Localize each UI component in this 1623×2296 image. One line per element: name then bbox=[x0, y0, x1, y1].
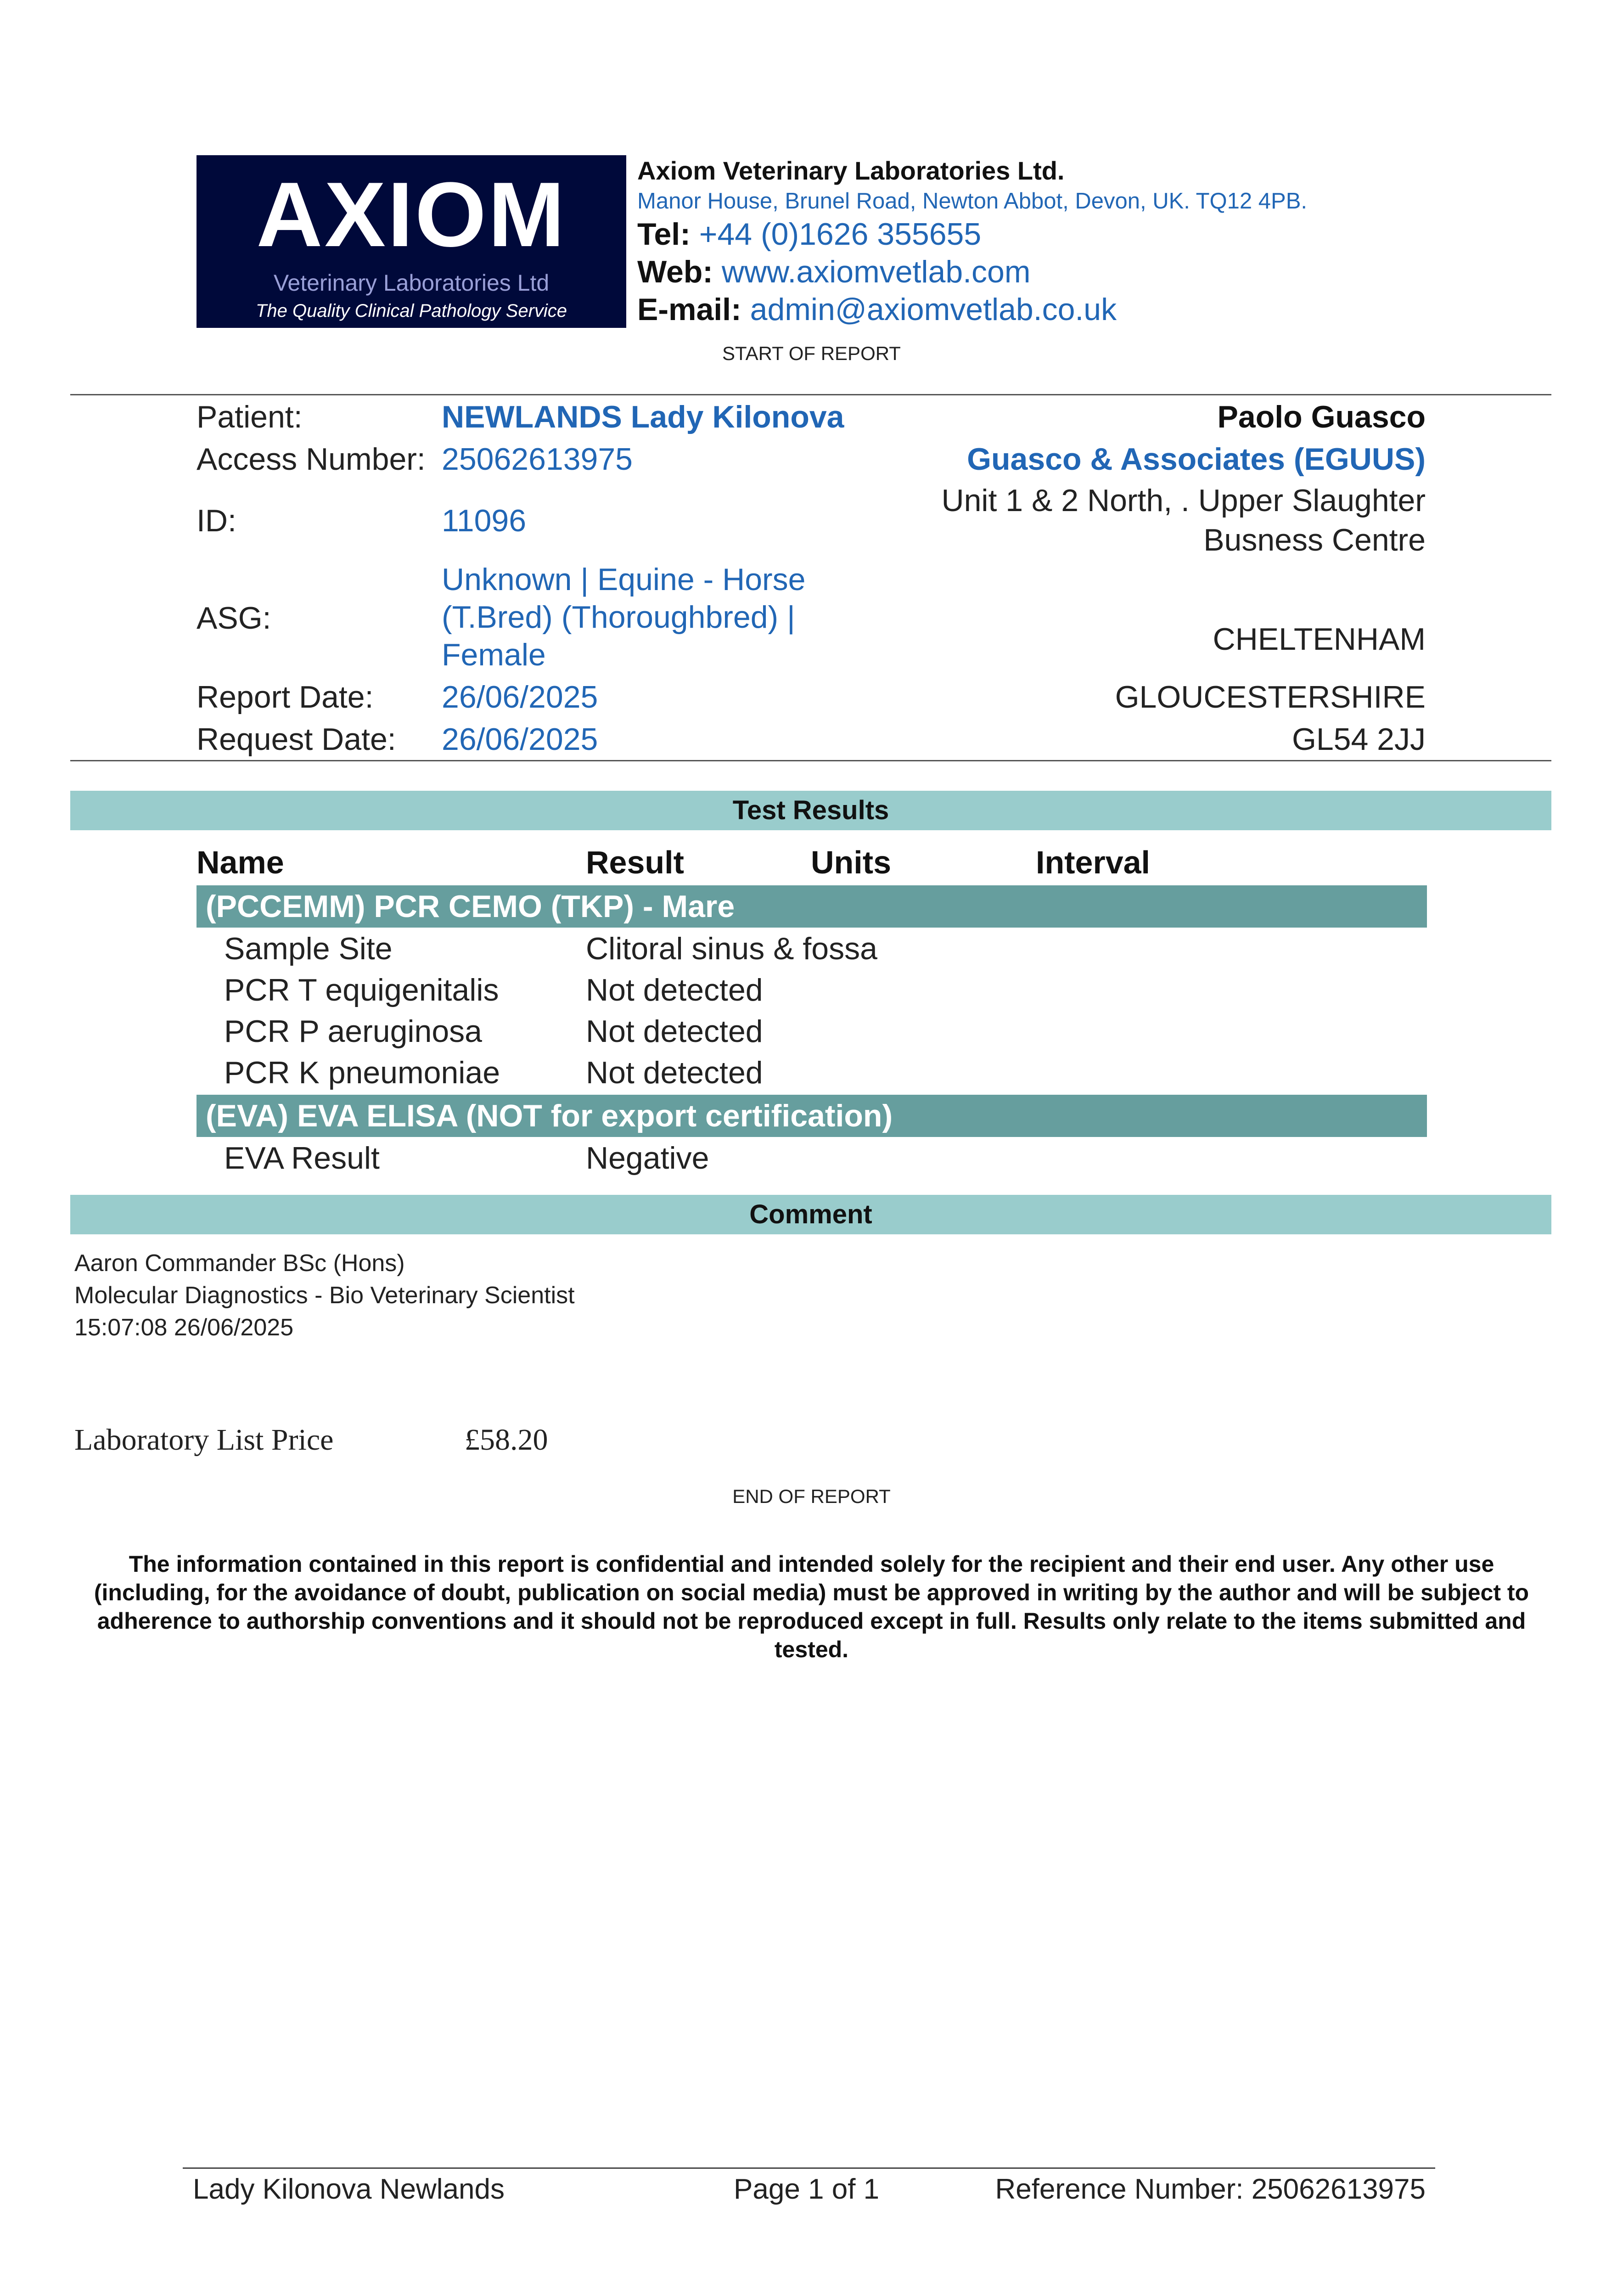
test-row-result: Not detected bbox=[586, 1055, 763, 1090]
test-group-eva-elisa: (EVA) EVA ELISA (NOT for export certification) bbox=[197, 1095, 1427, 1137]
web-link[interactable]: www.axiomvetlab.com bbox=[721, 254, 1031, 289]
divider-top bbox=[70, 394, 1551, 395]
start-of-report: START OF REPORT bbox=[722, 343, 901, 364]
end-of-report: END OF REPORT bbox=[732, 1486, 891, 1507]
report-date-label: Report Date: bbox=[197, 680, 374, 715]
lab-logo bbox=[197, 155, 626, 328]
tel-value[interactable]: +44 (0)1626 355655 bbox=[699, 217, 982, 252]
test-row-result: Not detected bbox=[586, 973, 763, 1007]
vet-name: Paolo Guasco bbox=[1217, 400, 1426, 434]
request-date-label: Request Date: bbox=[197, 722, 396, 757]
access-number-label: Access Number: bbox=[197, 442, 426, 477]
id-value: 11096 bbox=[442, 503, 527, 538]
divider-patient-bottom bbox=[70, 760, 1551, 761]
practice-address-line-2: Busness Centre bbox=[1203, 523, 1426, 557]
test-results-header: Test Results bbox=[70, 791, 1551, 830]
column-units: Units bbox=[811, 844, 891, 880]
test-row-name: Sample Site bbox=[224, 931, 393, 966]
lab-name: Axiom Veterinary Laboratories Ltd. bbox=[637, 156, 1065, 185]
report-date-value: 26/06/2025 bbox=[442, 680, 598, 715]
test-row-result: Clitoral sinus & fossa bbox=[586, 931, 877, 966]
comment-signatory: Aaron Commander BSc (Hons) bbox=[74, 1250, 405, 1277]
asg-line-3: Female bbox=[442, 637, 546, 672]
confidentiality-disclaimer: The information contained in this report is confidential and intended solely for the recipient and their end user. Any other use (including, for the avoidance of doubt, publication on social media) must be approved in writing by the author and will be subject to adherence to authorship conventions and it should not be reproduced except in full. Results only relate to the items submitted and tested. bbox=[94, 1551, 1529, 1662]
test-row-name: PCR P aeruginosa bbox=[224, 1014, 482, 1049]
lab-telephone bbox=[637, 216, 981, 253]
access-number-value: 25062613975 bbox=[442, 442, 633, 477]
asg-label: ASG: bbox=[197, 601, 271, 636]
price-value: £58.20 bbox=[465, 1423, 548, 1457]
web-label: Web: bbox=[637, 254, 713, 289]
test-row-name: PCR T equigenitalis bbox=[224, 973, 499, 1007]
price-label: Laboratory List Price bbox=[74, 1423, 334, 1457]
email-label: E-mail: bbox=[637, 292, 741, 327]
test-group-pcr-cemo: (PCCEMM) PCR CEMO (TKP) - Mare bbox=[197, 885, 1427, 928]
tel-label: Tel: bbox=[637, 217, 691, 252]
footer-page-number: Page 1 of 1 bbox=[734, 2173, 880, 2205]
practice-name: Guasco & Associates (EGUUS) bbox=[967, 442, 1426, 477]
practice-town: CHELTENHAM bbox=[1213, 622, 1426, 657]
comment-role: Molecular Diagnostics - Bio Veterinary Scientist bbox=[74, 1282, 575, 1309]
comment-timestamp: 15:07:08 26/06/2025 bbox=[74, 1314, 294, 1341]
logo-tagline: The Quality Clinical Pathology Service bbox=[255, 301, 567, 321]
footer-divider bbox=[183, 2167, 1435, 2169]
logo-wordmark: AXIOM bbox=[256, 163, 567, 266]
test-row-result: Not detected bbox=[586, 1014, 763, 1049]
practice-address-line-1: Unit 1 & 2 North, . Upper Slaughter bbox=[941, 483, 1426, 518]
request-date-value: 26/06/2025 bbox=[442, 722, 598, 757]
footer-reference-number: Reference Number: 25062613975 bbox=[995, 2173, 1426, 2205]
lab-website bbox=[637, 253, 1031, 290]
comment-header: Comment bbox=[70, 1195, 1551, 1234]
lab-address: Manor House, Brunel Road, Newton Abbot, Devon, UK. TQ12 4PB. bbox=[637, 189, 1307, 214]
email-link[interactable]: admin@axiomvetlab.co.uk bbox=[750, 292, 1117, 327]
test-row-result: Negative bbox=[586, 1141, 709, 1176]
column-interval: Interval bbox=[1036, 844, 1150, 880]
lab-email bbox=[637, 291, 1117, 328]
id-label: ID: bbox=[197, 503, 236, 538]
practice-county: GLOUCESTERSHIRE bbox=[1115, 680, 1426, 715]
patient-label: Patient: bbox=[197, 400, 303, 434]
asg-line-2: (T.Bred) (Thoroughbred) | bbox=[442, 600, 795, 635]
footer-patient: Lady Kilonova Newlands bbox=[193, 2173, 505, 2205]
column-result: Result bbox=[586, 844, 684, 880]
asg-line-1: Unknown | Equine - Horse bbox=[442, 562, 806, 597]
test-row-name: EVA Result bbox=[224, 1141, 380, 1176]
column-name: Name bbox=[197, 844, 284, 880]
logo-subtitle: Veterinary Laboratories Ltd bbox=[273, 270, 550, 296]
practice-postcode: GL54 2JJ bbox=[1292, 722, 1426, 757]
test-row-name: PCR K pneumoniae bbox=[224, 1055, 500, 1090]
patient-name: NEWLANDS Lady Kilonova bbox=[442, 400, 844, 434]
